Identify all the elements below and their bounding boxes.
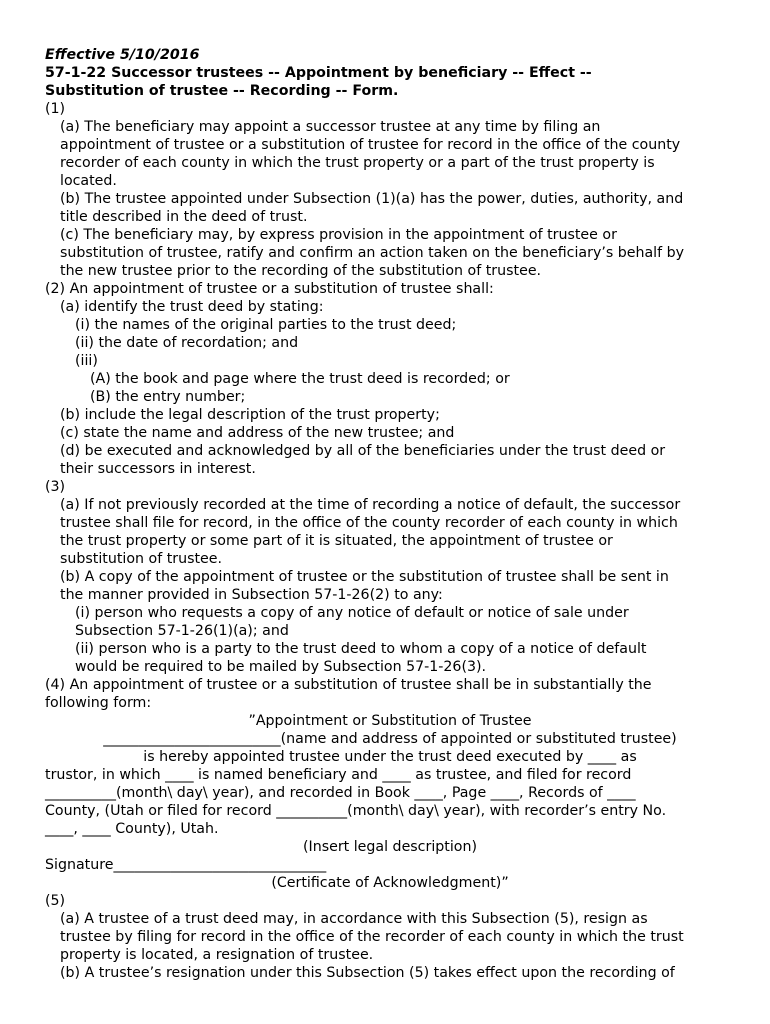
statute-line: (b) A trustee’s resignation under this Subsection (5) takes effect upon the recording of — [60, 965, 675, 981]
statute-line: (iii) — [75, 353, 98, 369]
statute-line: title described in the deed of trust. — [60, 209, 308, 225]
statute-line: their successors in interest. — [60, 461, 256, 477]
statute-line: (c) The beneficiary may, by express provision in the appointment of trustee or — [60, 227, 617, 243]
statute-line: (5) — [45, 893, 66, 909]
statute-line: substitution of trustee, ratify and confirm an action taken on the beneficiary’s behalf by — [60, 245, 685, 261]
statute-line: the trust property or some part of it is situated, the appointment of trustee or — [60, 533, 613, 549]
statute-line: (ii) person who is a party to the trust deed to whom a copy of a notice of default — [75, 641, 647, 657]
statute-line: recorder of each county in which the trust property or a part of the trust property is — [60, 155, 655, 171]
statute-line: _________________________(name and address of appointed or substituted trustee) — [103, 731, 677, 747]
statute-line: (a) The beneficiary may appoint a successor trustee at any time by filing an — [60, 119, 601, 135]
statute-line: Signature______________________________ — [45, 857, 327, 873]
effective-date: Effective 5/10/2016 — [45, 47, 200, 63]
statute-line: (b) A copy of the appointment of trustee or the substitution of trustee shall be sent in — [60, 569, 669, 585]
statute-line: ”Appointment or Substitution of Trustee — [248, 713, 532, 729]
statute-line: (i) person who requests a copy of any notice of default or notice of sale under — [75, 605, 629, 621]
statute-line: (A) the book and page where the trust deed is recorded; or — [90, 371, 510, 387]
statute-line: (a) If not previously recorded at the time of recording a notice of default, the successor — [60, 497, 681, 513]
section-title-line-2: Substitution of trustee -- Recording -- Form. — [45, 83, 399, 99]
statute-line: property is located, a resignation of trustee. — [60, 947, 374, 963]
statute-line: (d) be executed and acknowledged by all of the beneficiaries under the trust deed or — [60, 443, 666, 459]
statute-line: (B) the entry number; — [90, 389, 246, 405]
statute-line: trustee shall file for record, in the office of the county recorder of each county in which — [60, 515, 678, 531]
statute-line: trustee by filing for record in the office of the recorder of each county in which the trust — [60, 929, 684, 945]
statute-line: the new trustee prior to the recording of the substitution of trustee. — [60, 263, 542, 279]
statute-line: (a) identify the trust deed by stating: — [60, 299, 324, 315]
statute-document — [45, 46, 735, 982]
statute-line: trustor, in which ____ is named beneficiary and ____ as trustee, and filed for record — [45, 767, 632, 783]
statute-line: substitution of trustee. — [60, 551, 223, 567]
statute-line: (Insert legal description) — [303, 839, 477, 855]
statute-line: Subsection 57-1-26(1)(a); and — [75, 623, 289, 639]
statute-line: (Certificate of Acknowledgment)” — [271, 875, 509, 891]
statute-line: following form: — [45, 695, 152, 711]
statute-line: would be required to be mailed by Subsection 57-1-26(3). — [75, 659, 487, 675]
statute-line: (i) the names of the original parties to the trust deed; — [75, 317, 457, 333]
statute-line: (3) — [45, 479, 66, 495]
statute-line: (b) include the legal description of the trust property; — [60, 407, 440, 423]
section-title-line-1: 57-1-22 Successor trustees -- Appointment by beneficiary -- Effect -- — [45, 65, 592, 81]
statute-line: (ii) the date of recordation; and — [75, 335, 299, 351]
statute-line: __________(month\ day\ year), and recorded in Book ____, Page ____, Records of ____ — [45, 785, 636, 801]
statute-line: located. — [60, 173, 117, 189]
statute-line: (b) The trustee appointed under Subsection (1)(a) has the power, duties, authority, and — [60, 191, 684, 207]
statute-line: ____, ____ County), Utah. — [45, 821, 219, 837]
statute-line: appointment of trustee or a substitution of trustee for record in the office of the county — [60, 137, 681, 153]
statute-line: (2) An appointment of trustee or a substitution of trustee shall: — [45, 281, 494, 297]
statute-body — [45, 100, 735, 982]
statute-line: the manner provided in Subsection 57-1-26(2) to any: — [60, 587, 443, 603]
statute-line: County, (Utah or filed for record __________(month\ day\ year), with recorder’s entry No. — [45, 803, 667, 819]
statute-line: (c) state the name and address of the new trustee; and — [60, 425, 455, 441]
statute-line: (4) An appointment of trustee or a substitution of trustee shall be in substantially the — [45, 677, 652, 693]
statute-line: (1) — [45, 101, 66, 117]
statute-line: (a) A trustee of a trust deed may, in accordance with this Subsection (5), resign as — [60, 911, 648, 927]
statute-line: is hereby appointed trustee under the trust deed executed by ____ as — [143, 749, 637, 765]
